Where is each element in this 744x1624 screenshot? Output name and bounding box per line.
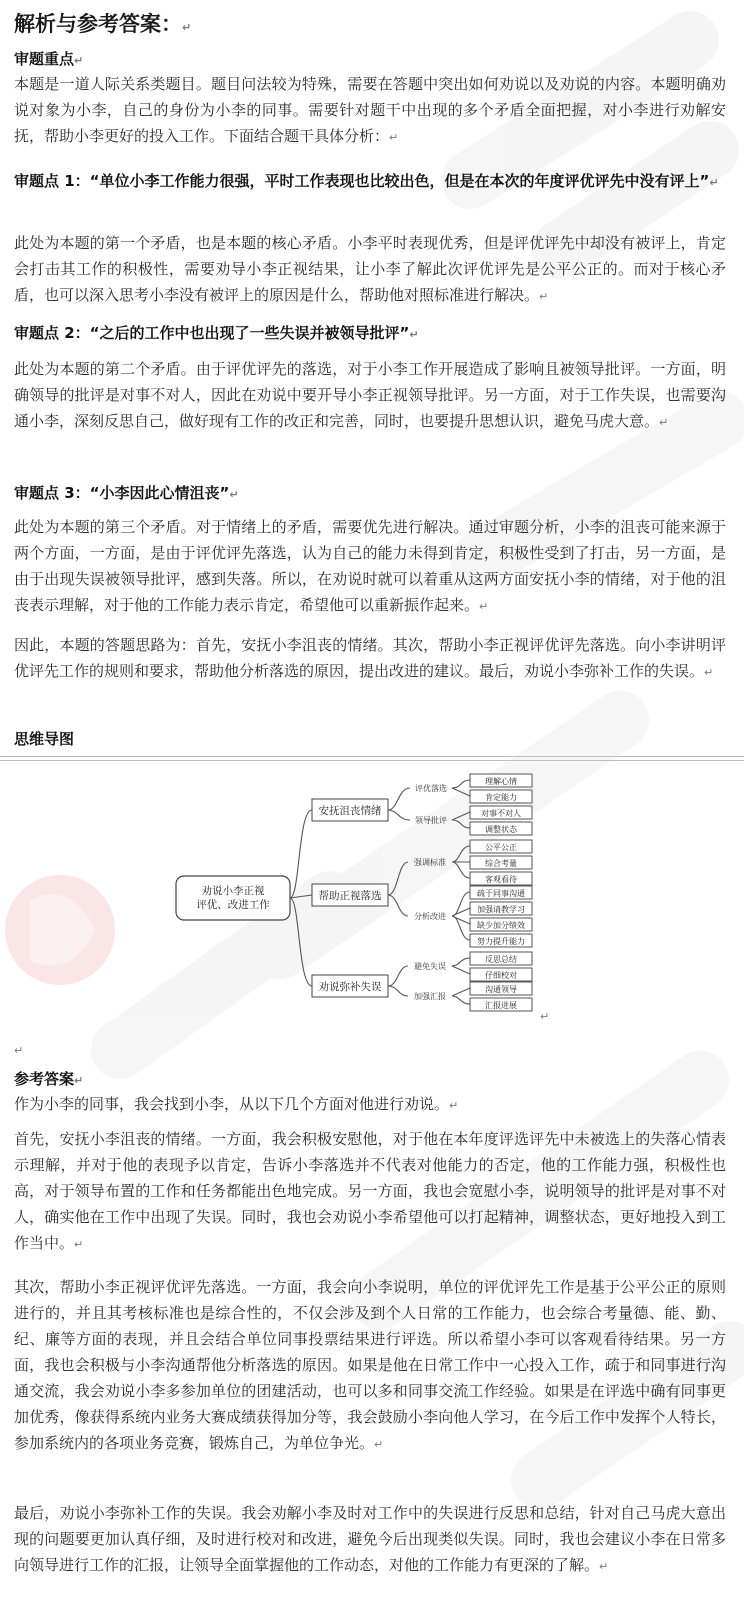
mindmap-leaf: 反思总结	[485, 955, 517, 964]
heading-point-2: 审题点 2：“之后的工作中也出现了一些失误并被领导批评”↵	[14, 324, 419, 342]
mindmap-leaf: 综合考量	[485, 859, 517, 868]
paragraph-summary: 因此，本题的答题思路为：首先，安抚小李沮丧的情绪。其次，帮助小李正视评优评先落选。向小李讲明评优评先工作的规则和要求，帮助他分析落选的原因，提出改进的建议。最后，劝说小李弥补工作的失误。↵	[14, 636, 726, 680]
mindmap-group: 评优落选	[415, 784, 447, 793]
mindmap-root-line2: 评优、改进工作	[196, 899, 270, 911]
mindmap-leaf: 加强请教学习	[477, 905, 525, 914]
mindmap-branch-1-label: 安抚沮丧情绪	[318, 805, 382, 817]
mindmap-leaf: 调整状态	[485, 825, 517, 834]
mindmap-group: 强调标准	[414, 858, 446, 867]
mindmap-leaf: 对事不对人	[481, 809, 521, 818]
mind-map	[170, 770, 570, 1020]
paragraph-point-1: 此处为本题的第一个矛盾，也是本题的核心矛盾。小李平时表现优秀，但是评优评先中却没有被评上，肯定会打击其工作的积极性，需要劝导小李正视结果，让小李了解此次评优评先是公平公正的。而对于核心矛盾，也可以深入思考小李没有被评上的原因是什么，帮助他对照标准进行解决。↵	[14, 234, 726, 304]
mindmap-leaf: 沟通领导	[485, 985, 517, 994]
mindmap-leaf: 汇报进展	[485, 1001, 517, 1010]
mindmap-leaf: 理解心情	[485, 777, 517, 786]
mindmap-root-line1: 劝说小李正视	[201, 885, 265, 897]
mindmap-leaf: 缺少加分绩效	[477, 921, 525, 930]
answer-paragraph-1: 首先，安抚小李沮丧的情绪。一方面，我会积极安慰他，对于他在本年度评选评先中未被选上的失落心情表示理解，并对于他的表现予以肯定，告诉小李落选并不代表对他能力的否定，他的工作能力强，积极性也高，对于领导布置的工作和任务都能出色地完成。另一方面，我也会宽慰小李，说明领导的批评是对事不对人，确实他在工作中出现了失误。同时，我也会劝说小李希望他可以打起精神，调整状态，更好地投入到工作当中。↵	[14, 1130, 726, 1252]
answer-paragraph-0: 作为小李的同事，我会找到小李，从以下几个方面对他进行劝说。↵	[14, 1095, 459, 1113]
mindmap-leaf: 客观看待	[485, 875, 517, 884]
divider-top	[0, 756, 744, 757]
heading-mindmap: 思维导图	[14, 730, 75, 748]
mindmap-leaf: 公平公正	[485, 843, 517, 852]
heading-reference-answer: 参考答案↵	[14, 1070, 84, 1088]
divider-top-2	[0, 760, 744, 761]
heading-point-3: 审题点 3：“小李因此心情沮丧”↵	[14, 484, 239, 502]
mindmap-root	[176, 876, 290, 920]
mindmap-leaf: 仔细校对	[485, 971, 517, 980]
section-heading-key-points: 审题重点↵	[14, 50, 84, 68]
mindmap-leaf: 疏于同事沟通	[477, 889, 525, 898]
mindmap-group: 加强汇报	[414, 992, 446, 1001]
paragraph-point-2: 此处为本题的第二个矛盾。由于评优评先的落选，对于小李工作开展造成了影响且被领导批评。一方面，明确领导的批评是对事不对人，因此在劝说中要开导小李正视领导批评。另一方面，对于工作失误，也需要沟通小李，深刻反思自己，做好现有工作的改正和完善，同时，也要提升思想认识，避免马虎大意。↵	[14, 360, 726, 430]
paragraph-point-3: 此处为本题的第三个矛盾。对于情绪上的矛盾，需要优先进行解决。通过审题分析，小李的沮丧可能来源于两个方面，一方面，是由于评优评先落选，认为自己的能力未得到肯定，积极性受到了打击，另一方面，是由于出现失误被领导批评，感到失落。所以，在劝说时就可以着重从这两方面安抚小李的情绪，对于他的沮丧表示理解，对于他的工作能力表示肯定，希望他可以重新振作起来。↵	[14, 518, 726, 614]
answer-paragraph-2: 其次，帮助小李正视评优评先落选。一方面，我会向小李说明，单位的评优评先工作是基于公平公正的原则进行的，并且其考核标准也是综合性的，不仅会涉及到个人日常的工作能力，也会综合考量德、能、勤、纪、廉等方面的表现，并且会结合单位同事投票结果进行评选。所以希望小李可以客观看待结果。另一方面，我也会积极与小李沟通帮他分析落选的原因。如果是他在日常工作中一心投入工作，疏于和同事进行沟通交流，我会劝说小李多参加单位的团建活动，也可以多和同事交流工作经验。如果是在评选中确有同事更加优秀，像获得系统内业务大赛成绩获得加分等，我会鼓励小李向他人学习，在今后工作中发挥个人特长，参加系统内的各项业务竞赛，锻炼自己，为单位争光。↵	[14, 1278, 726, 1452]
answer-paragraph-3: 最后，劝说小李弥补工作的失误。我会劝解小李及时对工作中的失误进行反思和总结，针对自己马虎大意出现的问题要更加认真仔细，及时进行校对和改进，避免今后出现类似失误。同时，我也会建议小李在日常多向领导进行工作的汇报，让领导全面掌握他的工作动态，对他的工作能力有更深的了解。↵	[14, 1504, 726, 1574]
mindmap-leaf: 肯定能力	[485, 793, 517, 802]
paragraph-mark: ↵	[182, 21, 192, 34]
mindmap-branch-2-label: 帮助正视落选	[318, 890, 382, 902]
paragraph-mark: ↵	[14, 1044, 24, 1057]
paragraph-mark: ↵	[540, 1010, 550, 1023]
mindmap-branch-3-label: 劝说弥补失误	[318, 981, 382, 993]
mindmap-group: 避免失误	[414, 962, 446, 971]
page-title: 解析与参考答案：↵	[14, 12, 192, 36]
mindmap-leaf: 努力提升能力	[477, 937, 525, 946]
mindmap-group: 分析改进	[414, 912, 446, 921]
mindmap-group: 领导批评	[415, 816, 447, 825]
heading-point-1: 审题点 1：“单位小李工作能力很强，平时工作表现也比较出色，但是在本次的年度评优评先中没有评上”↵	[14, 172, 719, 190]
paragraph-intro: 本题是一道人际关系类题目。题目问法较为特殊，需要在答题中突出如何劝说以及劝说的内容。本题明确劝说对象为小李，自己的身份为小李的同事。需要针对题干中出现的多个矛盾全面把握，对小李进行劝解安抚，帮助小李更好的投入工作。下面结合题干具体分析：↵	[14, 75, 726, 145]
